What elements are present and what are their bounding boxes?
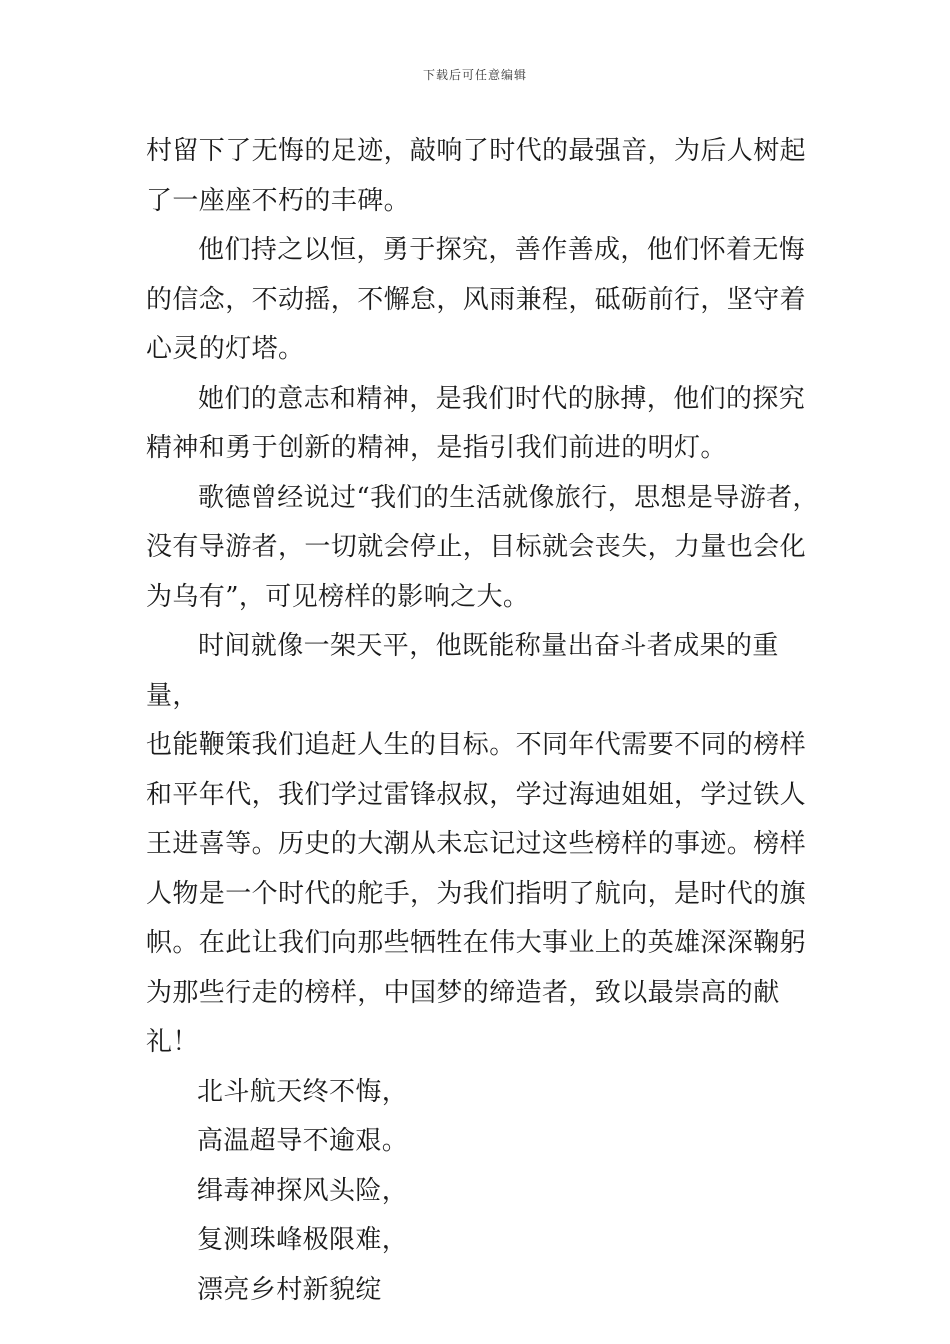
paragraph-1: 村留下了无悔的足迹，敲响了时代的最强音，为后人树起 了一座座不朽的丰碑。 [146, 136, 807, 216]
poem-line-2: 高温超导不逾艰。 [197, 1126, 409, 1156]
poem-line-5: 漂亮乡村新貌绽 [197, 1274, 382, 1305]
poem-line-1: 北斗航天终不悔， [197, 1076, 409, 1107]
poem-line-3: 缉毒神探风头险， [197, 1175, 409, 1206]
page-header-note: 下载后可任意编辑 [422, 68, 527, 82]
document-body [146, 127, 826, 1315]
poem-line-4: 复测珠峰极限难， [197, 1225, 409, 1255]
paragraph-4: 歌德曾经说过“我们的生活就像旅行，思想是导游者， 没有导游者，一切就会停止，目标就会丧失，力量也会化 为乌有”，可见榜样的影响之大。 [146, 482, 819, 612]
paragraph-2: 他们持之以恒，勇于探究，善作善成，他们怀着无悔 的信念，不动摇，不懈怠，风雨兼程，砥砺前行，坚守着 心灵的灯塔。 [146, 235, 807, 364]
paragraph-5: 时间就像一架天平，他既能称量出奋斗者成果的重量， 也能鞭策我们追赶人生的目标。不同年代需要不同的榜样 和平年代，我们学过雷锋叔叔，学过海迪姐姐，学过铁人 王进喜等。历史的大潮从未忘记过这些榜样的事迹。榜样 人物是一个时代的舵手，为我们指明了航向，是时代的旗 帜。在此让我们向那些牺牲在伟大事业上的英雄深深鞠躬 为那些行走的榜样，中国梦的缔造者，致以最崇高的献礼！ [146, 631, 807, 1057]
paragraph-3: 她们的意志和精神，是我们时代的脉搏，他们的探究 精神和勇于创新的精神，是指引我们前进的明灯。 [146, 383, 806, 463]
